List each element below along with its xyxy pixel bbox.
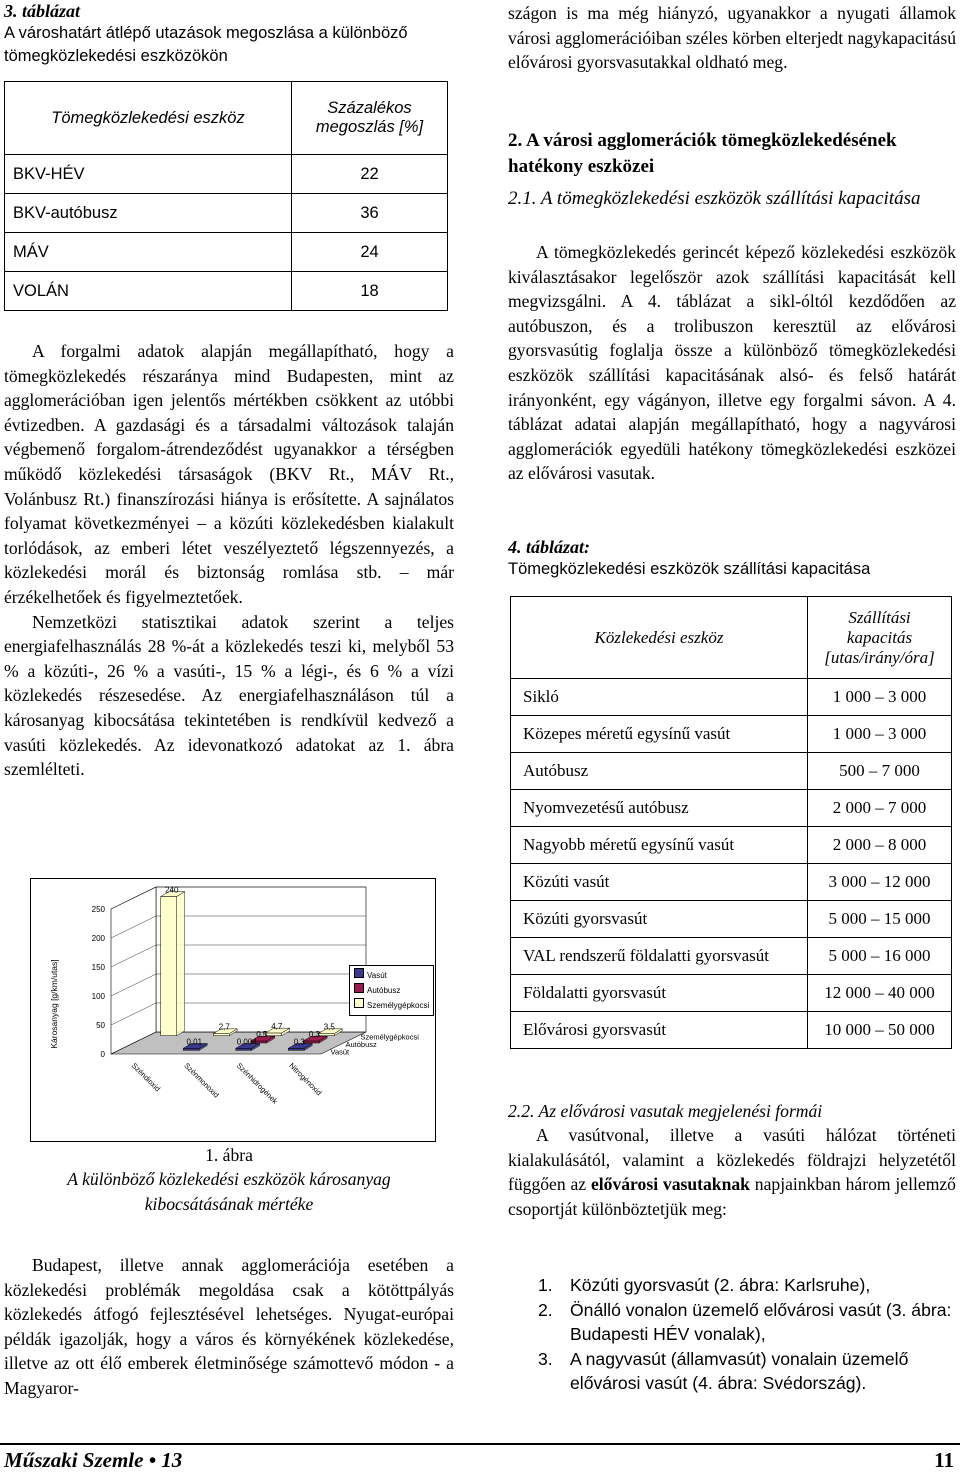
x-tick-label: Szénmonoxid: [182, 1061, 221, 1100]
table4-cell-value: 10 000 – 50 000: [808, 1012, 952, 1049]
table3-cell-value: 24: [292, 233, 448, 272]
list-number: 1.: [538, 1275, 553, 1295]
legend-item: [354, 983, 429, 998]
paragraph: Nemzetközi statisztikai adatok szerint a teljes energiafelhasználás 28 %-át a közlekedés teszi ki, melyből 53 % a közúti-, 26 % a vasúti-, 15 % a légi-, és 6 % a vízi közlekedés részesedése. Az energiafelhasználáson túl a károsanyag kibocsátása tekintetében is rendkívül kedvező a vasúti közlekedés. Az idevonatkozó adatokat az 1. ábra szemlélteti.: [4, 611, 454, 780]
section2-1-heading: 2.1. A tömegközlekedési eszközök szállítási kapacitása: [508, 188, 921, 209]
table3-caption-text: A városhatárt átlépő utazások megoszlása a különböző tömegközlekedési eszközökön: [4, 24, 408, 65]
table4-cell-value: 1 000 – 3 000: [808, 716, 952, 753]
table3-cell-value: 18: [292, 272, 448, 311]
list-item: [538, 1273, 956, 1298]
legend-item: [354, 968, 429, 983]
depth-axis-label: Autóbusz: [345, 1040, 377, 1049]
table4-cell-label: Nagyobb méretű egysínű vasút: [511, 827, 808, 864]
table4-cell-value: 5 000 – 15 000: [808, 901, 952, 938]
para-part: A vasútvonal, illetve a vasúti hálózat történeti kialakulásától, valamint a közlekedés földrajzi helyzetétől függően az: [508, 1125, 956, 1195]
legend-item: [354, 998, 429, 1013]
table-row: [511, 975, 952, 1012]
data-label: 3,5: [323, 1022, 335, 1032]
y-tick-label: 100: [91, 992, 105, 1001]
table4-cell-label: Autóbusz: [511, 753, 808, 790]
section2-heading: 2. A városi agglomerációk tömegközlekedésének hatékony eszközei: [508, 130, 897, 177]
data-label: 0,5: [256, 1030, 268, 1039]
table4-cell-value: 12 000 – 40 000: [808, 975, 952, 1012]
paragraph: szágon is ma még hiányzó, ugyanakkor a nyugati államok városi agglomerációiban széles körben elterjedt nagykapacitású elővárosi gyorsvasutakkal oldható meg.: [508, 3, 956, 73]
y-tick-label: 150: [91, 963, 105, 972]
table-row: [511, 790, 952, 827]
chart-side-wall: [111, 887, 156, 1054]
data-label: 0,01: [186, 1037, 203, 1047]
table4-cell-label: Elővárosi gyorsvasút: [511, 1012, 808, 1049]
table-row: [5, 155, 448, 194]
legend-label: Vasút: [367, 971, 387, 980]
legend-label: Autóbusz: [367, 986, 401, 995]
table4-cell-label: VAL rendszerű földalatti gyorsvasút: [511, 938, 808, 975]
list-text: A nagyvasút (államvasút) vonalain üzemelő elővárosi vasút (4. ábra: Svédország).: [570, 1348, 909, 1394]
table3: [4, 81, 448, 311]
table4-caption-text: Tömegközlekedési eszközök szállítási kapacitása: [508, 560, 871, 578]
table3-cell-label: VOLÁN: [5, 272, 292, 311]
data-label: 2,7: [218, 1022, 230, 1032]
table3-cell-value: 36: [292, 194, 448, 233]
table4-caption: [508, 536, 956, 581]
para-bold: elővárosi vasutaknak: [590, 1174, 750, 1195]
para-part: napjainkban három jellemző csoportját különböztetjük meg:: [508, 1174, 956, 1219]
table4-cell-value: 500 – 7 000: [808, 753, 952, 790]
table-row: [511, 827, 952, 864]
x-tick-label: Nitrogénoxid: [287, 1061, 324, 1098]
chart-bar: [161, 896, 177, 1035]
left-bottom-text: [4, 1253, 454, 1401]
page-footer: [0, 1443, 960, 1474]
legend-label: Személygépkocsi: [367, 1001, 430, 1010]
table4-cell-value: 2 000 – 7 000: [808, 790, 952, 827]
chart-bar: [303, 1041, 319, 1043]
table4-cell-label: Közúti gyorsvasút: [511, 901, 808, 938]
table-row: [511, 1012, 952, 1049]
paragraph: A tömegközlekedés gerincét képező közlekedési eszközök kiválasztásakor legelőször azok szállítási kapacitását kell megvizsgálni. A 4. táblázat a sikl-óltól kezdődően az autóbuszon, és a trolibuszon keresztül az elővárosi gyorsvasútig foglalja össze a különböző tömegközlekedési eszközök szállítási kapacitásának alsó- és felső határát irányonként, egy vágányon, illetve egy forgalmi sávon. A 4. táblázat adatai alapján megállapítható, hogy a nagyvárosi agglomerációk egyedüli hatékony tömegközlekedési eszközei az elővárosi vasutak.: [508, 242, 956, 484]
legend-swatch: [354, 998, 364, 1008]
chart-bar: [266, 1033, 282, 1036]
legend-swatch: [354, 968, 364, 978]
table3-cell-label: MÁV: [5, 233, 292, 272]
table-row: [5, 233, 448, 272]
chart-bar: [318, 1034, 334, 1036]
table4-number: 4. táblázat:: [508, 537, 591, 557]
data-label: 240: [165, 885, 179, 895]
section2-2-heading: 2.2. Az elővárosi vasutak megjelenési formái: [508, 1101, 823, 1121]
table3-header-share: Százalékos megoszlás [%]: [292, 82, 448, 155]
data-label: 4,7: [271, 1021, 283, 1031]
table-row: [511, 901, 952, 938]
paragraph: A forgalmi adatok alapján megállapítható, hogy a tömegközlekedés részaránya mind Budapesten, mint az agglomerációban igen jelentős mértékben csökkent az utóbbi évtizedben. A gazdasági és a társadalmi változások talaján végbemenő forgalom-átrendeződést ugyanakkor a térségben működő közlekedési társaságok (BKV Rt., MÁV Rt., Volánbusz Rt.) finanszírozási hiánya is erősítette. A sajnálatos folyamat következményei – a közúti közlekedésben kialakult torlódások, az emberi létet veszélyeztető légszennyezés, a közlekedési morál és biztonság romlása stb. – már érzékelhetőek és figyelmeztetőek.: [4, 341, 454, 607]
table-row: [511, 753, 952, 790]
table4-cell-value: 3 000 – 12 000: [808, 864, 952, 901]
y-tick-label: 200: [91, 934, 105, 943]
table4-cell-value: 5 000 – 16 000: [808, 938, 952, 975]
list-item: [538, 1298, 956, 1347]
list-text: Önálló vonalon üzemelő elővárosi vasút (3. ábra: Budapesti HÉV vonalak),: [570, 1299, 952, 1345]
list-item: [538, 1347, 956, 1396]
paragraph: Budapest, illetve annak agglomerációja esetében a közlekedési problémák megoldása csak a kötöttpályás közlekedés átfogó fejlesztésével lehetséges. Nyugat-európai példák igazolják, hogy a város és környékének közlekedése, illetve az ott élő emberek életminősége számottevő módon - a Magyaror-: [4, 1255, 454, 1398]
table4-cell-value: 1 000 – 3 000: [808, 679, 952, 716]
list-number: 3.: [538, 1348, 553, 1369]
chart-bar: [288, 1048, 304, 1050]
depth-axis-label: Vasút: [330, 1047, 350, 1057]
table-row: [511, 864, 952, 901]
table3-caption: [4, 0, 454, 68]
figure1-chart: [30, 878, 436, 1142]
chart-back-wall: [156, 887, 366, 1032]
table4-cell-label: Sikló: [511, 679, 808, 716]
chart-bar-side: [177, 892, 185, 1036]
chart-bar: [213, 1034, 229, 1036]
table4-header-capacity: Szállítási kapacitás [utas/irány/óra]: [808, 597, 952, 679]
table-row: [511, 679, 952, 716]
forms-list: [538, 1273, 956, 1396]
y-tick-label: 50: [96, 1021, 105, 1030]
data-label: 0,3: [293, 1037, 305, 1047]
table3-cell-label: BKV-autóbusz: [5, 194, 292, 233]
table-row: [511, 716, 952, 753]
legend-swatch: [354, 983, 364, 993]
figure1-caption-text: A különböző közlekedési eszközök károsanyag kibocsátásának mértéke: [67, 1169, 391, 1214]
table4-cell-label: Nyomvezetésű autóbusz: [511, 790, 808, 827]
x-tick-label: Szénhidrogének: [234, 1061, 280, 1106]
table-row: [5, 272, 448, 311]
table-row: [511, 938, 952, 975]
table4-cell-value: 2 000 – 8 000: [808, 827, 952, 864]
data-label: 0,3: [308, 1030, 320, 1039]
table3-cell-label: BKV-HÉV: [5, 155, 292, 194]
y-axis-title: Károsanyag [g/km/utas]: [49, 959, 59, 1049]
page-number: 11: [934, 1448, 954, 1472]
table4-cell-label: Földalatti gyorsvasút: [511, 975, 808, 1012]
table3-number: 3. táblázat: [4, 1, 81, 21]
table3-cell-value: 22: [292, 155, 448, 194]
table-row: [5, 194, 448, 233]
data-label: 0,004: [236, 1037, 257, 1047]
table4-cell-label: Közúti vasút: [511, 864, 808, 901]
chart-legend: [349, 965, 434, 1016]
table4-header-mode: Közlekedési eszköz: [511, 597, 808, 679]
list-number: 2.: [538, 1299, 553, 1320]
paragraph: [508, 1123, 956, 1221]
table3-header-mode: Tömegközlekedési eszköz: [5, 82, 292, 155]
chart-bar: [183, 1048, 199, 1050]
x-tick-label: Széndioxid: [129, 1061, 163, 1094]
figure1-caption: [4, 1143, 454, 1217]
publication-name: Műszaki Szemle • 13: [4, 1448, 183, 1472]
figure1-number: 1. ábra: [205, 1145, 253, 1165]
y-tick-label: 250: [91, 905, 105, 914]
list-text: Közúti gyorsvasút (2. ábra: Karlsruhe),: [570, 1275, 871, 1295]
table4: [510, 596, 952, 1049]
depth-axis-label: Személygépkocsi: [360, 1032, 419, 1042]
footer-rule: [0, 1443, 960, 1445]
chart-bar: [236, 1048, 252, 1050]
left-body-text: [4, 339, 454, 782]
y-tick-label: 0: [100, 1050, 105, 1059]
table4-cell-label: Közepes méretű egysínű vasút: [511, 716, 808, 753]
